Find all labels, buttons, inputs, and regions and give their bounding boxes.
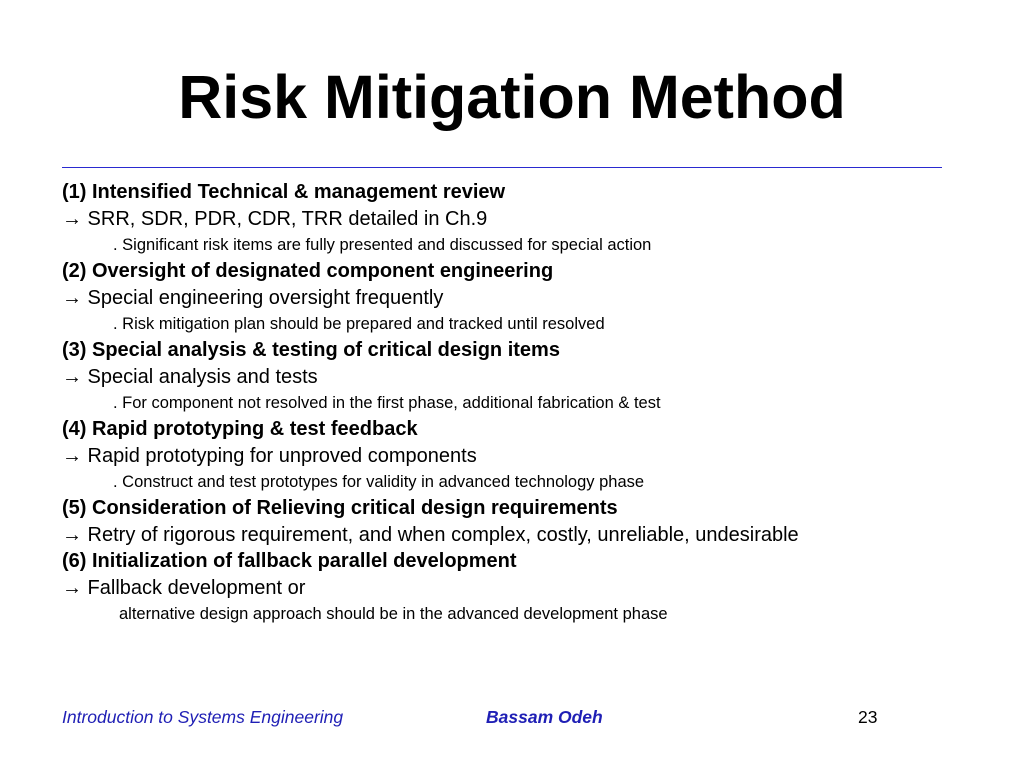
method-arrow-line: → Special engineering oversight frequently [62, 287, 444, 309]
method-item-1 [62, 179, 962, 258]
method-heading: (4) Rapid prototyping & test feedback [62, 418, 418, 440]
method-heading: (1) Intensified Technical & management review [62, 181, 506, 203]
method-item-3 [62, 337, 962, 416]
method-arrow-line: → Fallback development or [62, 577, 306, 599]
method-heading: (6) Initialization of fallback parallel development [62, 550, 517, 572]
method-item-4 [62, 416, 962, 495]
footer-author: Bassam Odeh [486, 707, 603, 727]
method-item-5 [62, 495, 962, 548]
slide-title: Risk Mitigation Method [178, 63, 846, 131]
method-detail: . Risk mitigation plan should be prepared and tracked until resolved [113, 315, 605, 333]
method-item-6 [62, 548, 962, 627]
title-divider [62, 167, 942, 168]
method-detail: . Construct and test prototypes for validity in advanced technology phase [113, 473, 645, 491]
method-arrow-line: → Rapid prototyping for unproved components [62, 445, 477, 467]
method-detail: . For component not resolved in the first phase, additional fabrication & test [113, 394, 661, 412]
method-heading: (3) Special analysis & testing of critical design items [62, 339, 560, 361]
method-detail: alternative design approach should be in the advanced development phase [119, 605, 668, 623]
method-heading: (5) Consideration of Relieving critical design requirements [62, 497, 618, 519]
method-detail: . Significant risk items are fully presented and discussed for special action [113, 236, 652, 254]
slide-body [62, 179, 962, 627]
method-arrow-line: → SRR, SDR, PDR, CDR, TRR detailed in Ch.9 [62, 208, 488, 230]
method-heading: (2) Oversight of designated component engineering [62, 260, 554, 282]
footer-course-title: Introduction to Systems Engineering [62, 707, 344, 727]
method-item-2 [62, 258, 962, 337]
method-arrow-line: → Special analysis and tests [62, 366, 318, 388]
footer-page-number: 23 [858, 707, 878, 727]
method-arrow-line: → Retry of rigorous requirement, and when complex, costly, unreliable, undesirable [62, 524, 799, 546]
